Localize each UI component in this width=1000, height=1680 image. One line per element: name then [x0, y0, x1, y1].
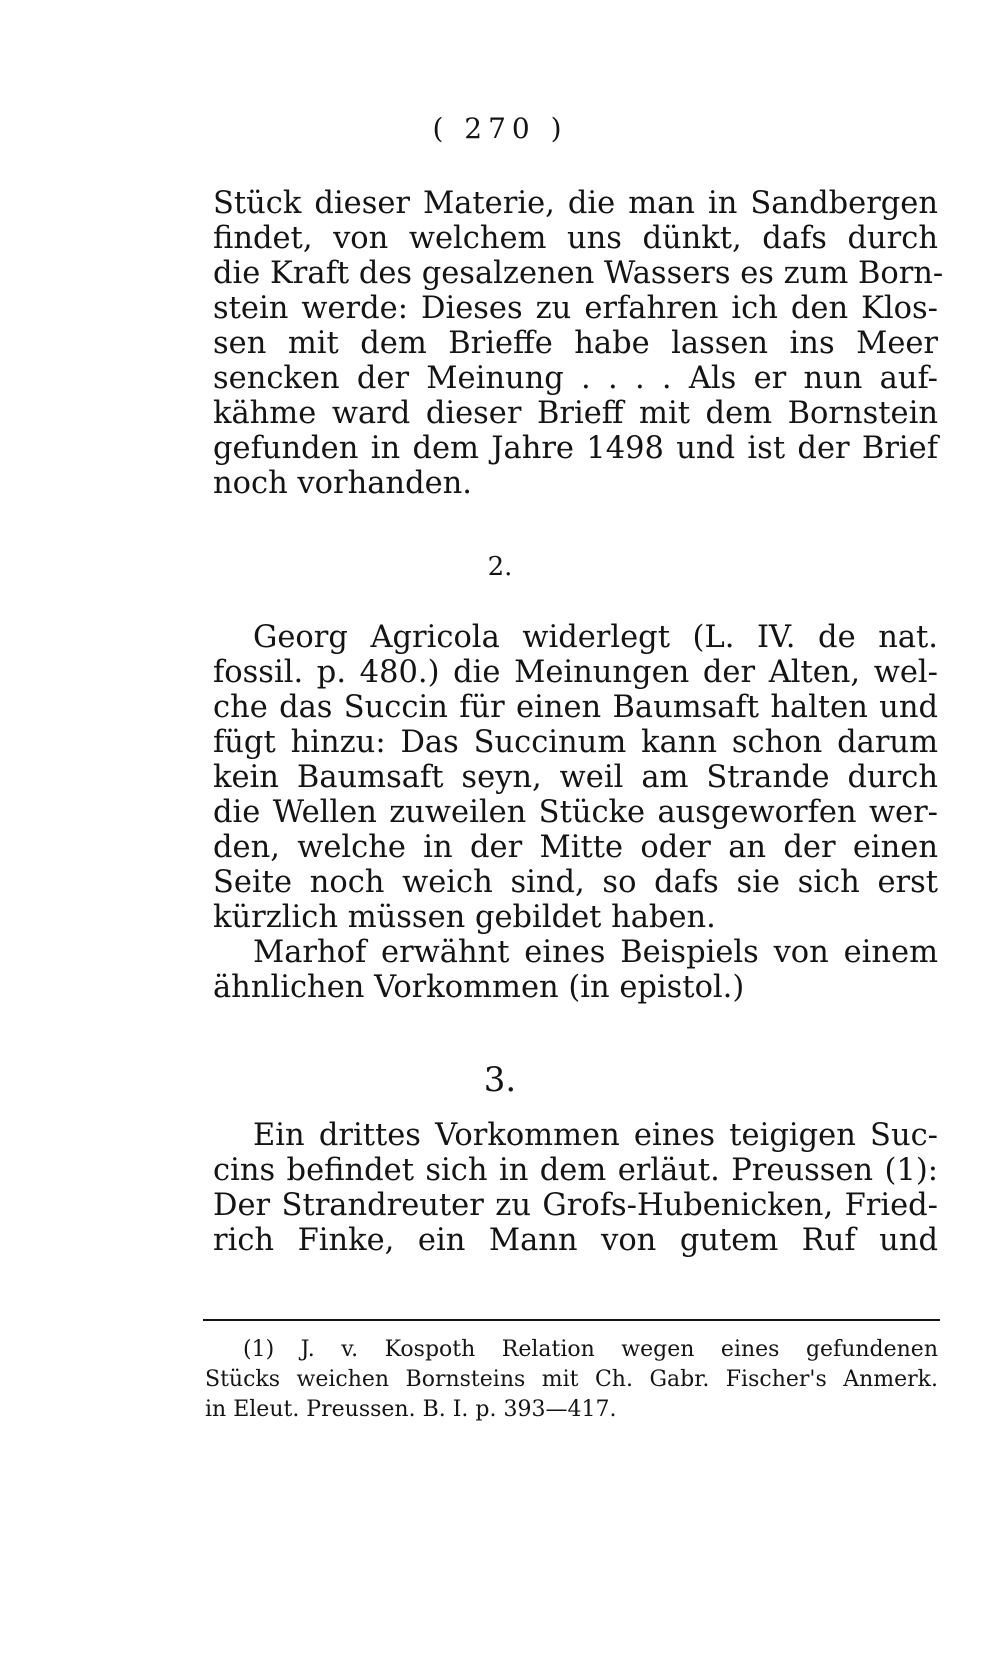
- paragraph-2: [213, 620, 938, 1005]
- footnote-divider: [203, 1319, 940, 1321]
- text-line: kürzlich müssen gebildet haben.: [213, 900, 716, 935]
- text-line: Seite noch weich sind, so dafs sie sich erst: [213, 865, 938, 900]
- footnote-line: in Eleut. Preussen. B. I. p. 393—417.: [205, 1397, 617, 1422]
- text-line: die Kraft des gesalzenen Wassers es zum Born-: [213, 256, 944, 291]
- text-line: findet, von welchem uns dünkt, dafs durch: [213, 221, 938, 256]
- text-line: cins befindet sich in dem erläut. Preussen (1):: [213, 1153, 938, 1188]
- text-line: sen mit dem Brieffe habe lassen ins Meer: [213, 326, 938, 361]
- text-line: rich Finke, ein Mann von gutem Ruf und: [213, 1223, 938, 1258]
- text-line: ähnlichen Vorkommen (in epistol.): [213, 970, 745, 1005]
- footnote-line: (1) J. v. Kospoth Relation wegen eines gefundenen: [243, 1337, 938, 1362]
- footnote-line: Stücks weichen Bornsteins mit Ch. Gabr. Fischer's Anmerk.: [205, 1367, 938, 1392]
- text-line: Der Strandreuter zu Grofs-Hubenicken, Fried-: [213, 1188, 938, 1223]
- text-line: Marhof erwähnt eines Beispiels von einem: [253, 935, 938, 970]
- text-line: che das Succin für einen Baumsaft halten und: [213, 690, 938, 725]
- text-line: Ein drittes Vorkommen eines teigigen Suc-: [253, 1118, 938, 1153]
- text-line: noch vorhanden.: [213, 466, 472, 501]
- text-line: stein werde: Dieses zu erfahren ich den Klos-: [213, 291, 938, 326]
- text-line: Georg Agricola widerlegt (L. IV. de nat.: [253, 620, 938, 655]
- paragraph-1: [213, 186, 944, 501]
- page-number: ( 270 ): [432, 112, 568, 145]
- text-line: kein Baumsaft seyn, weil am Strande durch: [213, 760, 938, 795]
- text-line: gefunden in dem Jahre 1498 und ist der Brief: [213, 431, 938, 466]
- text-line: sencken der Meinung . . . . Als er nun auf-: [213, 361, 938, 396]
- footnote: [205, 1335, 938, 1425]
- text-line: fügt hinzu: Das Succinum kann schon darum: [213, 725, 938, 760]
- paragraph-3: [213, 1118, 938, 1258]
- text-line: kähme ward dieser Brieff mit dem Bornstein: [213, 396, 938, 431]
- text-line: fossil. p. 480.) die Meinungen der Alten, wel-: [213, 655, 938, 690]
- section-heading-2: 2.: [487, 552, 513, 582]
- text-line: die Wellen zuweilen Stücke ausgeworfen wer-: [213, 795, 938, 830]
- text-line: Stück dieser Materie, die man in Sandbergen: [213, 186, 938, 221]
- section-heading-3: 3.: [483, 1060, 517, 1100]
- text-line: den, welche in der Mitte oder an der einen: [213, 830, 938, 865]
